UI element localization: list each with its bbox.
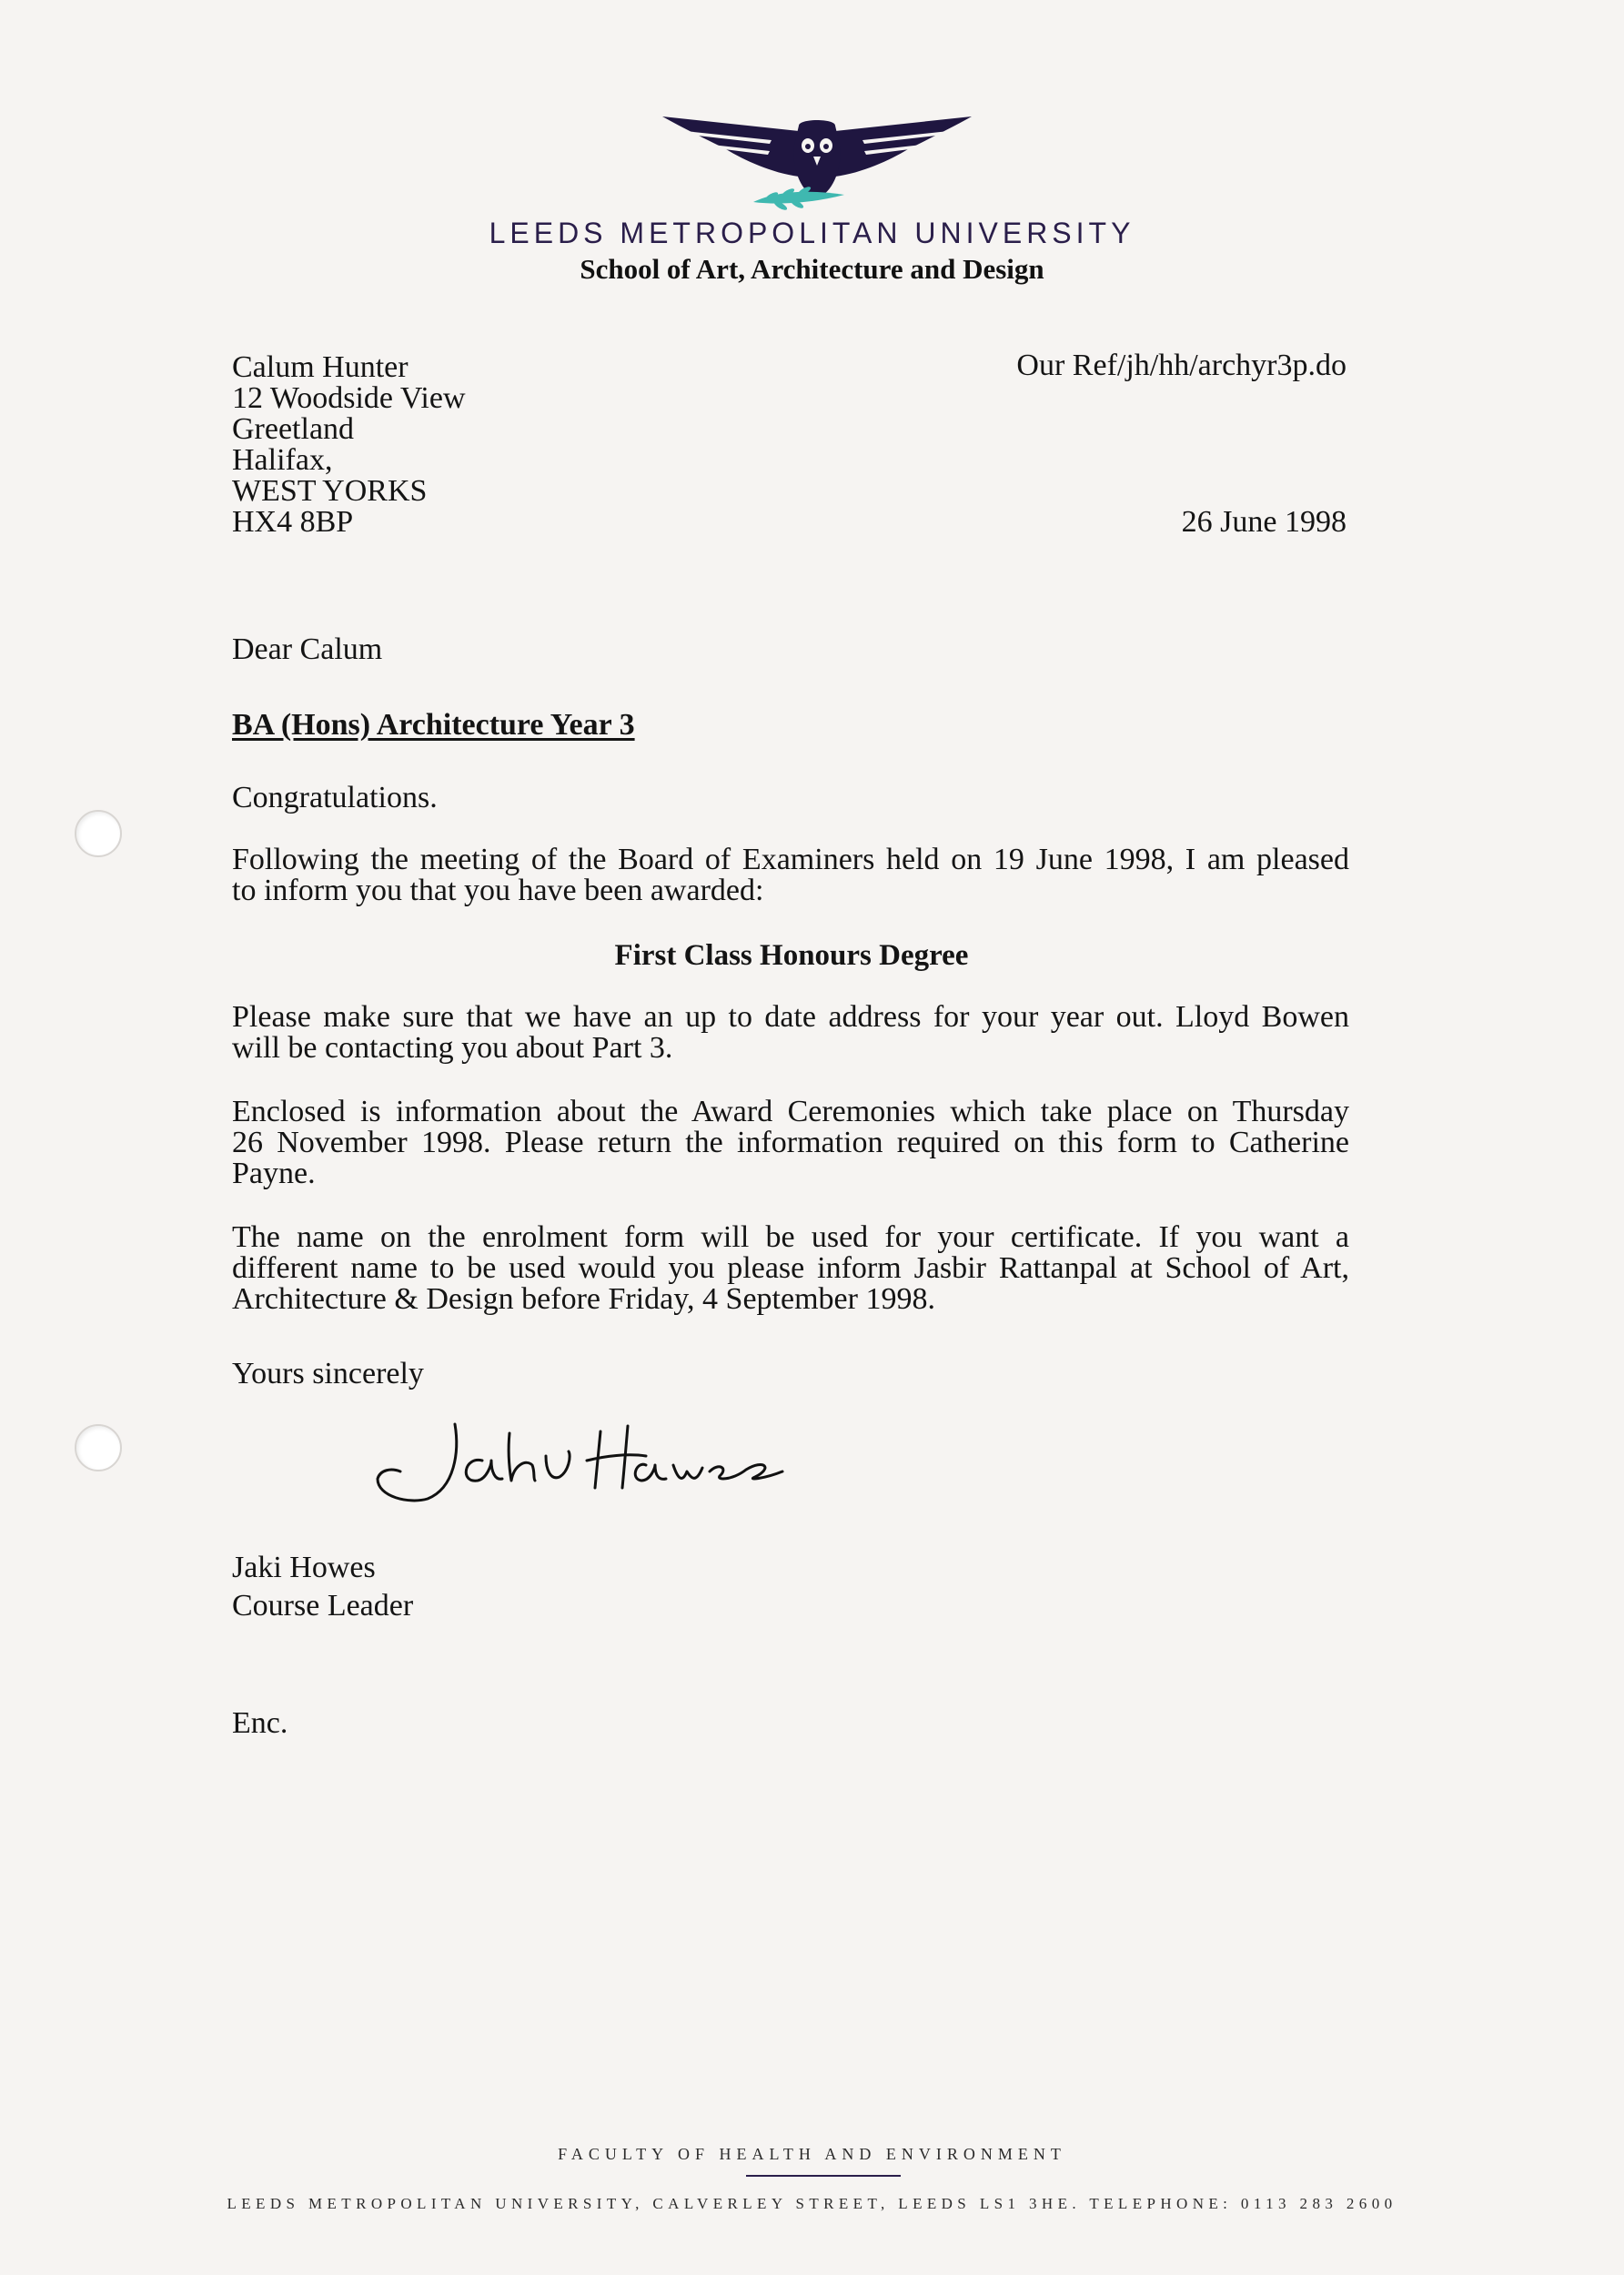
- paragraph-line: to inform you that you have been awarded:: [232, 874, 764, 907]
- paragraph-line: Architecture & Design before Friday, 4 September 1998.: [232, 1282, 935, 1316]
- school-name: School of Art, Architecture and Design: [580, 253, 1044, 285]
- paragraph-line: Following the meeting of the Board of Examiners held on 19 June 1998, I am pleased: [232, 843, 1349, 876]
- paragraph-ceremonies: [232, 1097, 1349, 1189]
- subject-heading: BA (Hons) Architecture Year 3: [232, 708, 635, 742]
- reference-number: Our Ref/jh/hh/archyr3p.do: [1016, 349, 1347, 382]
- university-name: LEEDS METROPOLITAN UNIVERSITY: [489, 217, 1135, 249]
- address-line: WEST YORKS: [232, 474, 428, 508]
- signature: [373, 1415, 828, 1515]
- paragraph-examiners: [232, 844, 1349, 906]
- paragraph-line: Enclosed is information about the Award Ceremonies which take place on Thursday: [232, 1095, 1349, 1128]
- paragraph-line: different name to be used would you please inform Jasbir Rattanpal at School of Art,: [232, 1251, 1349, 1285]
- congratulations: Congratulations.: [232, 781, 438, 814]
- salutation: Dear Calum: [232, 632, 383, 666]
- signer-title: Course Leader: [232, 1589, 414, 1623]
- paragraph-line: The name on the enrolment form will be used for your certificate. If you want a: [232, 1220, 1349, 1254]
- award-title: First Class Honours Degree: [614, 939, 969, 972]
- paragraph-address: [232, 1002, 1349, 1064]
- punch-hole-top: [75, 810, 122, 857]
- paragraph-certificate: [232, 1222, 1349, 1315]
- address-line: Greetland: [232, 412, 355, 446]
- letter-date: 26 June 1998: [1181, 505, 1347, 539]
- closing: Yours sincerely: [232, 1357, 424, 1390]
- footer-faculty: FACULTY OF HEALTH AND ENVIRONMENT: [558, 2145, 1066, 2163]
- address-line: 12 Woodside View: [232, 381, 466, 415]
- signer-name: Jaki Howes: [232, 1551, 376, 1584]
- paragraph-line: Please make sure that we have an up to date address for your year out. Lloyd Bowen: [232, 1000, 1349, 1034]
- enclosure-note: Enc.: [232, 1706, 288, 1740]
- paragraph-line: will be contacting you about Part 3.: [232, 1031, 673, 1065]
- footer-address: LEEDS METROPOLITAN UNIVERSITY, CALVERLEY STREET, LEEDS LS1 3HE. TELEPHONE: 0113 283 2600: [227, 2195, 1397, 2212]
- address-line: HX4 8BP: [232, 505, 354, 539]
- owl-logo-icon: [662, 113, 972, 213]
- punch-hole-bottom: [75, 1424, 122, 1471]
- footer-divider: [746, 2175, 901, 2177]
- paragraph-line: 26 November 1998. Please return the information required on this form to Catherine: [232, 1126, 1349, 1159]
- address-line: Halifax,: [232, 443, 333, 477]
- paragraph-line: Payne.: [232, 1157, 316, 1190]
- address-line: Calum Hunter: [232, 350, 409, 384]
